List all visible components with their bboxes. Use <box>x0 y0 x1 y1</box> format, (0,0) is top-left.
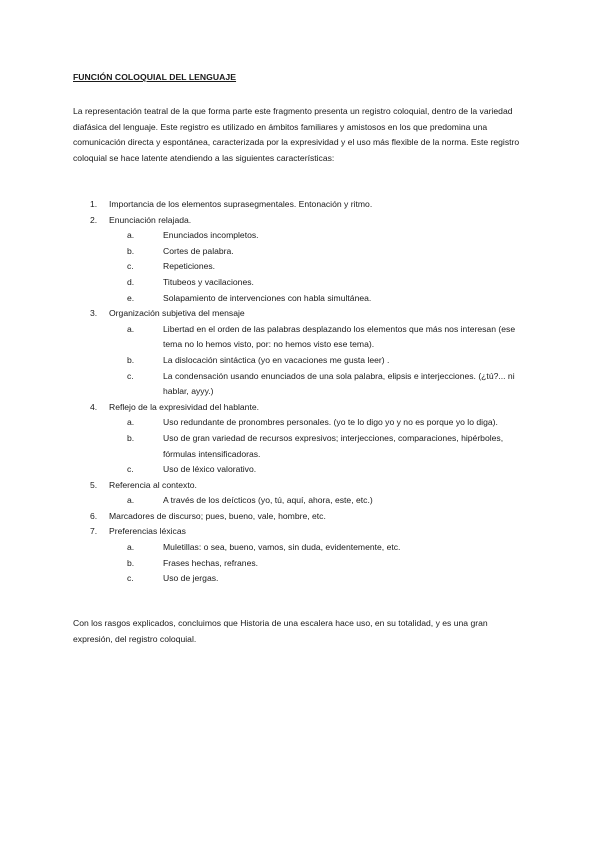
list-item-text: Reflejo de la expresividad del hablante. <box>109 401 260 412</box>
list-item-number: 4. <box>90 401 98 412</box>
list-item <box>73 478 528 509</box>
sub-list-item-text: Repeticiones. <box>163 261 216 272</box>
sub-list-item-letter: a. <box>127 495 135 506</box>
sub-list <box>109 415 528 477</box>
sub-list-item <box>127 275 528 291</box>
sub-list-item <box>127 353 528 369</box>
sub-list-item-letter: a. <box>127 542 135 553</box>
sub-list-item-letter: c. <box>127 261 134 272</box>
sub-list-item <box>127 244 528 260</box>
list-item <box>73 197 528 213</box>
sub-list-item-letter: a. <box>127 417 135 428</box>
sub-list-item-text: Cortes de palabra. <box>163 245 234 256</box>
sub-list-item-letter: a. <box>127 323 135 334</box>
list-item-text: Preferencias léxicas <box>109 526 186 537</box>
sub-list-item-letter: a. <box>127 230 135 241</box>
sub-list-item <box>127 493 528 509</box>
sub-list-item-letter: e. <box>127 292 135 303</box>
list-item-number: 7. <box>90 526 98 537</box>
list-item <box>73 509 528 525</box>
characteristics-list <box>73 197 528 587</box>
list-item-number: 6. <box>90 510 98 521</box>
sub-list-item-text: A través de los deícticos (yo, tú, aquí, ahora, este, etc.) <box>163 495 373 506</box>
sub-list <box>109 322 528 400</box>
sub-list-item-text: Uso de jergas. <box>163 573 219 584</box>
sub-list-item-text: Uso de gran variedad de recursos expresivos; interjecciones, comparaciones, hipérboles, fórmulas intensificadoras. <box>163 432 504 459</box>
sub-list-item-letter: c. <box>127 464 134 475</box>
sub-list-item <box>127 322 528 353</box>
sub-list-item-letter: c. <box>127 370 134 381</box>
sub-list-item <box>127 556 528 572</box>
list-item-text: Marcadores de discurso; pues, bueno, vale, hombre, etc. <box>109 510 326 521</box>
sub-list-item-letter: c. <box>127 573 134 584</box>
sub-list-item-text: Enunciados incompletos. <box>163 230 259 241</box>
sub-list-item <box>127 291 528 307</box>
sub-list <box>109 228 528 306</box>
sub-list-item <box>127 369 528 400</box>
list-item-text: Organización subjetiva del mensaje <box>109 308 245 319</box>
sub-list-item <box>127 228 528 244</box>
sub-list-item <box>127 571 528 587</box>
sub-list-item-letter: d. <box>127 276 135 287</box>
list-item <box>73 213 528 307</box>
sub-list-item <box>127 462 528 478</box>
sub-list-item-text: Frases hechas, refranes. <box>163 557 259 568</box>
sub-list-item-text: La condensación usando enunciados de una sola palabra, elipsis e interjecciones. (¿tú?... ni hablar, ayyy.) <box>163 370 515 397</box>
sub-list-item-letter: b. <box>127 245 135 256</box>
sub-list-item-text: Muletillas: o sea, bueno, vamos, sin duda, evidentemente, etc. <box>163 542 401 553</box>
list-item-number: 3. <box>90 308 98 319</box>
list-item <box>73 400 528 478</box>
sub-list-item-text: Solapamiento de intervenciones con habla simultánea. <box>163 292 372 303</box>
sub-list <box>109 493 528 509</box>
sub-list-item-text: La dislocación sintáctica (yo en vacaciones me gusta leer) . <box>163 354 390 365</box>
sub-list-item <box>127 415 528 431</box>
conclusion-paragraph: Con los rasgos explicados, concluimos que Historia de una escalera hace uso, en su totalidad, y es una gran expresión, del registro coloquial. <box>73 618 488 644</box>
sub-list-item <box>127 259 528 275</box>
sub-list-item-text: Uso redundante de pronombres personales. (yo te lo digo yo y no es porque yo lo diga). <box>163 417 498 428</box>
sub-list-item-letter: b. <box>127 557 135 568</box>
sub-list-item-text: Libertad en el orden de las palabras desplazando los elementos que más nos interesan (ese tema no lo hemos visto, por: no hemos visto ese tema). <box>163 323 516 350</box>
sub-list-item <box>127 431 528 462</box>
sub-list-item-text: Titubeos y vacilaciones. <box>163 276 254 287</box>
list-item-number: 1. <box>90 199 98 209</box>
intro-paragraph: La representación teatral de la que forma parte este fragmento presenta un registro coloquial, dentro de la variedad diafásica del lenguaje. Este registro es utilizado en ámbitos familiares y amistosos en los que predomina una comunicación directa y espontánea, caracterizada por la expresividad y el uso más flexible de la norma. Este registro coloquial se hace latente atendiendo a las siguientes características: <box>73 106 520 163</box>
document-title: FUNCIÓN COLOQUIAL DEL LENGUAJE <box>73 72 237 82</box>
sub-list-item <box>127 540 528 556</box>
sub-list-item-letter: b. <box>127 432 135 443</box>
list-item <box>73 524 528 586</box>
list-item-text: Referencia al contexto. <box>109 479 197 490</box>
list-item-number: 5. <box>90 479 98 490</box>
list-item <box>73 306 528 400</box>
list-item-text: Importancia de los elementos suprasegmentales. Entonación y ritmo. <box>109 199 373 209</box>
sub-list <box>109 540 528 587</box>
list-item-number: 2. <box>90 214 98 225</box>
sub-list-item-text: Uso de léxico valorativo. <box>163 464 257 475</box>
sub-list-item-letter: b. <box>127 354 135 365</box>
list-item-text: Enunciación relajada. <box>109 214 192 225</box>
